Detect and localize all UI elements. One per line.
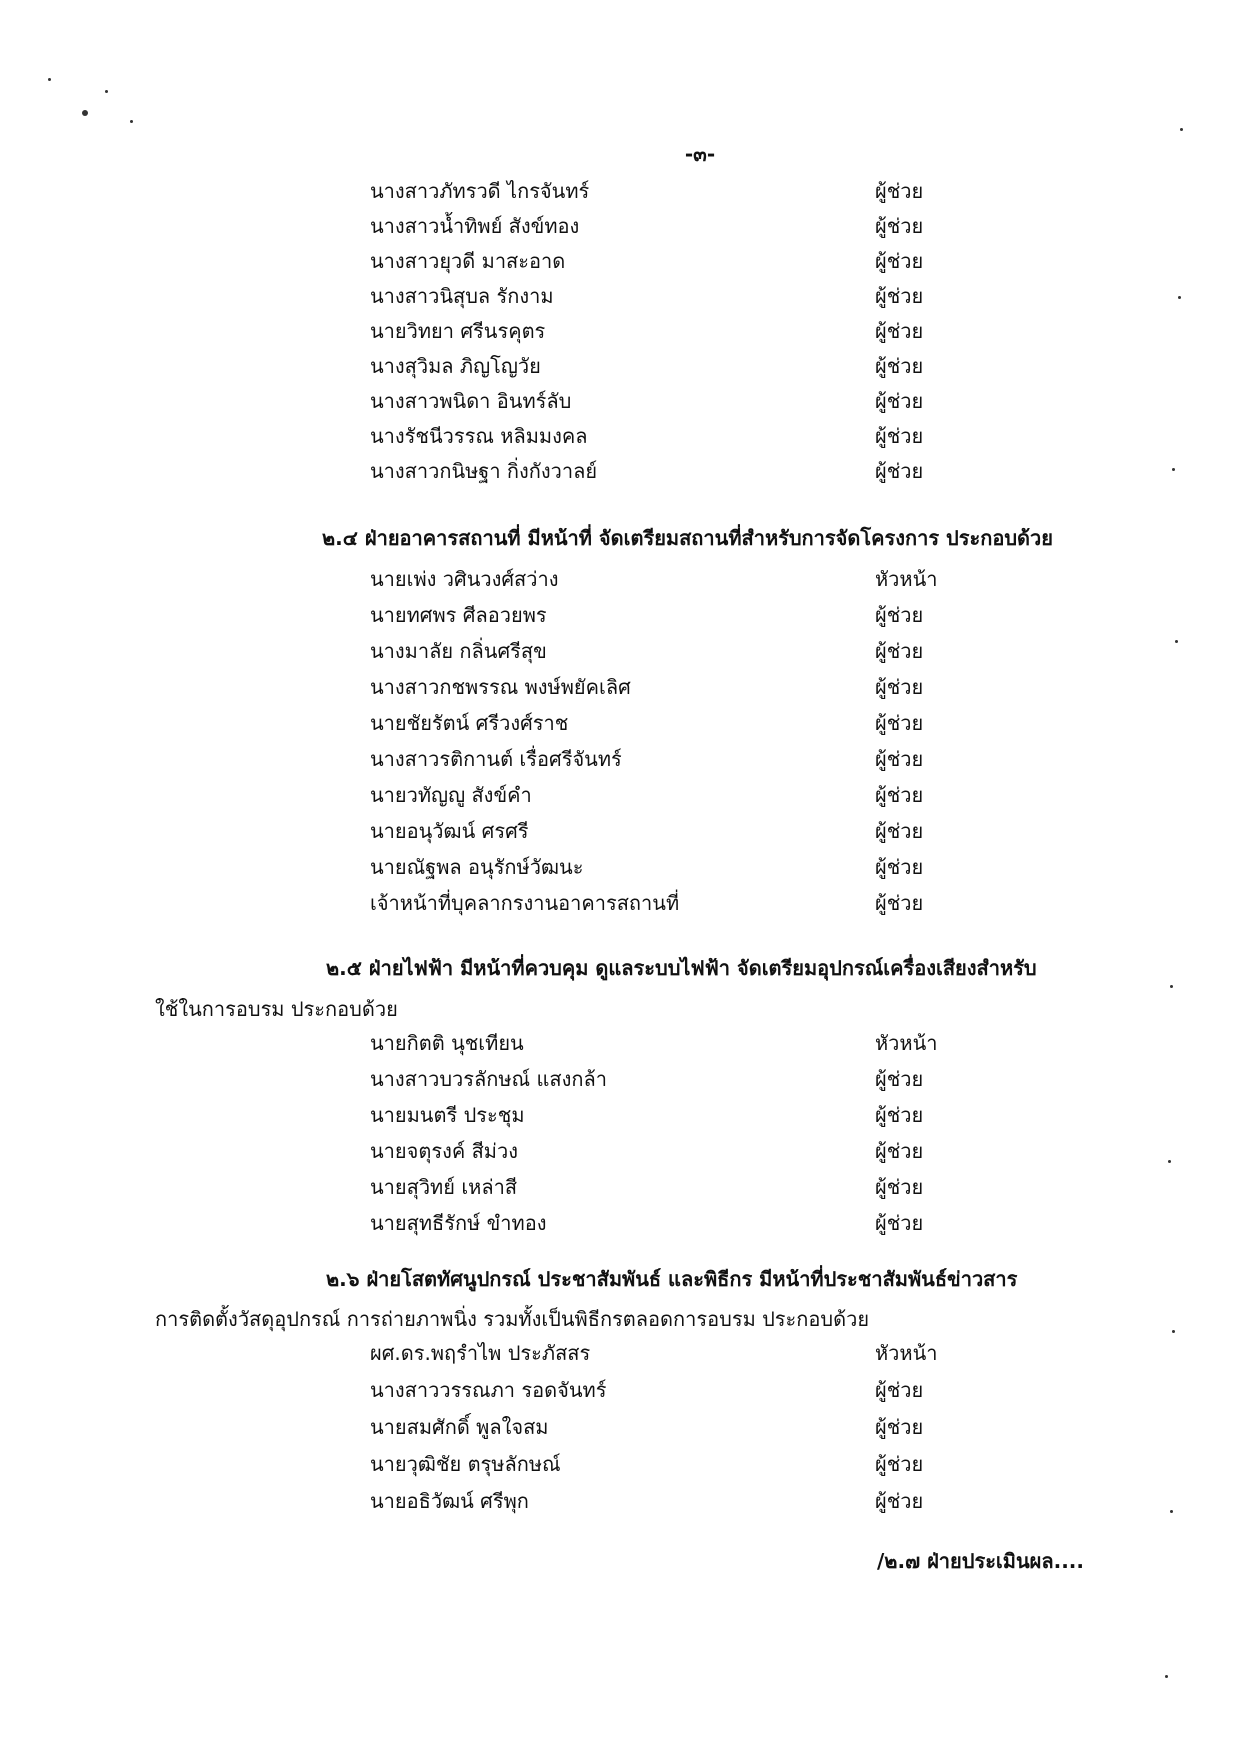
member-role: หัวหน้า: [875, 1031, 938, 1055]
member-role: ผู้ช่วย: [875, 284, 924, 308]
member-name: นายกิตติ นุชเทียน: [370, 1031, 524, 1055]
member-role: ผู้ช่วย: [875, 1489, 924, 1513]
member-role: ผู้ช่วย: [875, 1452, 924, 1476]
member-name: นางสาวภัทรวดี ไกรจันทร์: [370, 179, 590, 203]
member-role: ผู้ช่วย: [875, 675, 924, 699]
member-name: เจ้าหน้าที่บุคลากรงานอาคารสถานที่: [370, 891, 680, 915]
member-name: นายมนตรี ประชุม: [370, 1103, 525, 1127]
page-number: -๓-: [684, 142, 716, 166]
member-role: ผู้ช่วย: [875, 459, 924, 483]
scan-speck: [130, 120, 133, 123]
member-name: นายอนุวัฒน์ ศรศรี: [370, 819, 529, 843]
member-role: ผู้ช่วย: [875, 1175, 924, 1199]
member-role: ผู้ช่วย: [875, 1103, 924, 1127]
scan-speck: [48, 78, 51, 81]
member-name: นางรัชนีวรรณ หลิมมงคล: [370, 424, 588, 448]
scan-speck: [1172, 468, 1175, 471]
member-name: นางสาวรติกานต์ เรื่อศรีจันทร์: [370, 747, 622, 771]
section-heading: ๒.๔ ฝ่ายอาคารสถานที่ มีหน้าที่ จัดเตรียมสถานที่สำหรับการจัดโครงการ ประกอบด้วย: [322, 526, 1053, 550]
member-role: ผู้ช่วย: [875, 1415, 924, 1439]
member-name: นางสาวพนิดา อินทร์ลับ: [370, 389, 572, 413]
member-name: นางสุวิมล ภิญโญวัย: [370, 354, 541, 378]
member-role: ผู้ช่วย: [875, 891, 924, 915]
scan-speck: [1180, 128, 1183, 131]
member-role: หัวหน้า: [875, 567, 938, 591]
member-name: นางสาววรรณภา รอดจันทร์: [370, 1378, 607, 1402]
member-role: ผู้ช่วย: [875, 319, 924, 343]
section-heading-continuation: ใช้ในการอบรม ประกอบด้วย: [155, 997, 398, 1021]
section-heading: ๒.๖ ฝ่ายโสตทัศนูปกรณ์ ประชาสัมพันธ์ และพิธีกร มีหน้าที่ประชาสัมพันธ์ข่าวสาร: [326, 1267, 1018, 1291]
member-name: นางสาวน้ำทิพย์ สังข์ทอง: [370, 214, 580, 238]
member-name: นางสาวกนิษฐา กิ่งกังวาลย์: [370, 459, 598, 483]
member-name: นายสุวิทย์ เหล่าสี: [370, 1175, 518, 1199]
member-role: ผู้ช่วย: [875, 639, 924, 663]
scan-speck: [1172, 1330, 1175, 1333]
member-name: นายสมศักดิ์ พูลใจสม: [370, 1415, 549, 1439]
member-role: ผู้ช่วย: [875, 1211, 924, 1235]
member-name: นายวิทยา ศรีนรคุตร: [370, 319, 546, 343]
member-role: ผู้ช่วย: [875, 1067, 924, 1091]
member-name: นางสาวยุวดี มาสะอาด: [370, 249, 566, 273]
member-name: ผศ.ดร.พฤรำไพ ประภัสสร: [370, 1341, 591, 1365]
member-role: ผู้ช่วย: [875, 214, 924, 238]
member-role: ผู้ช่วย: [875, 747, 924, 771]
member-role: ผู้ช่วย: [875, 819, 924, 843]
member-role: ผู้ช่วย: [875, 179, 924, 203]
scan-speck: [1168, 1160, 1171, 1163]
member-role: ผู้ช่วย: [875, 711, 924, 735]
member-name: นางสาวนิสุบล รักงาม: [370, 284, 554, 308]
member-name: นายจตุรงค์ สีม่วง: [370, 1139, 518, 1163]
continuation-note: /๒.๗ ฝ่ายประเมินผล....: [877, 1549, 1084, 1573]
member-name: นายทศพร ศีลอวยพร: [370, 603, 547, 627]
member-role: ผู้ช่วย: [875, 354, 924, 378]
member-name: นายณัฐพล อนุรักษ์วัฒนะ: [370, 855, 584, 879]
member-role: ผู้ช่วย: [875, 389, 924, 413]
scan-speck: [1165, 1675, 1168, 1678]
member-name: นางสาวบวรลักษณ์ แสงกล้า: [370, 1067, 607, 1091]
member-name: นายชัยรัตน์ ศรีวงศ์ราช: [370, 711, 569, 735]
member-role: ผู้ช่วย: [875, 424, 924, 448]
member-role: ผู้ช่วย: [875, 783, 924, 807]
member-name: นายวทัญญู สังข์คำ: [370, 783, 532, 807]
member-name: นายอธิวัฒน์ ศรีพุก: [370, 1489, 529, 1513]
member-role: ผู้ช่วย: [875, 1139, 924, 1163]
member-role: ผู้ช่วย: [875, 855, 924, 879]
member-role: ผู้ช่วย: [875, 1378, 924, 1402]
scan-speck: [1170, 985, 1173, 988]
section-heading: ๒.๕ ฝ่ายไฟฟ้า มีหน้าที่ควบคุม ดูแลระบบไฟฟ้า จัดเตรียมอุปกรณ์เครื่องเสียงสำหรับ: [326, 956, 1037, 980]
scan-speck: [1175, 640, 1178, 643]
scan-speck: [1178, 296, 1181, 299]
scan-speck: [1170, 1510, 1173, 1513]
member-name: นายเพ่ง วศินวงศ์สว่าง: [370, 567, 559, 591]
scan-speck: [105, 90, 108, 93]
member-role: ผู้ช่วย: [875, 249, 924, 273]
member-name: นางสาวกชพรรณ พงษ์พยัคเลิศ: [370, 675, 631, 699]
member-role: ผู้ช่วย: [875, 603, 924, 627]
member-role: หัวหน้า: [875, 1341, 938, 1365]
member-name: นางมาลัย กลิ่นศรีสุข: [370, 639, 547, 663]
member-name: นายวุฒิชัย ตรุษลักษณ์: [370, 1452, 561, 1476]
scan-speck: [82, 110, 88, 116]
member-name: นายสุทธีรักษ์ ขำทอง: [370, 1211, 547, 1235]
section-heading-continuation: การติดตั้งวัสดุอุปกรณ์ การถ่ายภาพนิ่ง รวมทั้งเป็นพิธีกรตลอดการอบรม ประกอบด้วย: [155, 1307, 870, 1331]
